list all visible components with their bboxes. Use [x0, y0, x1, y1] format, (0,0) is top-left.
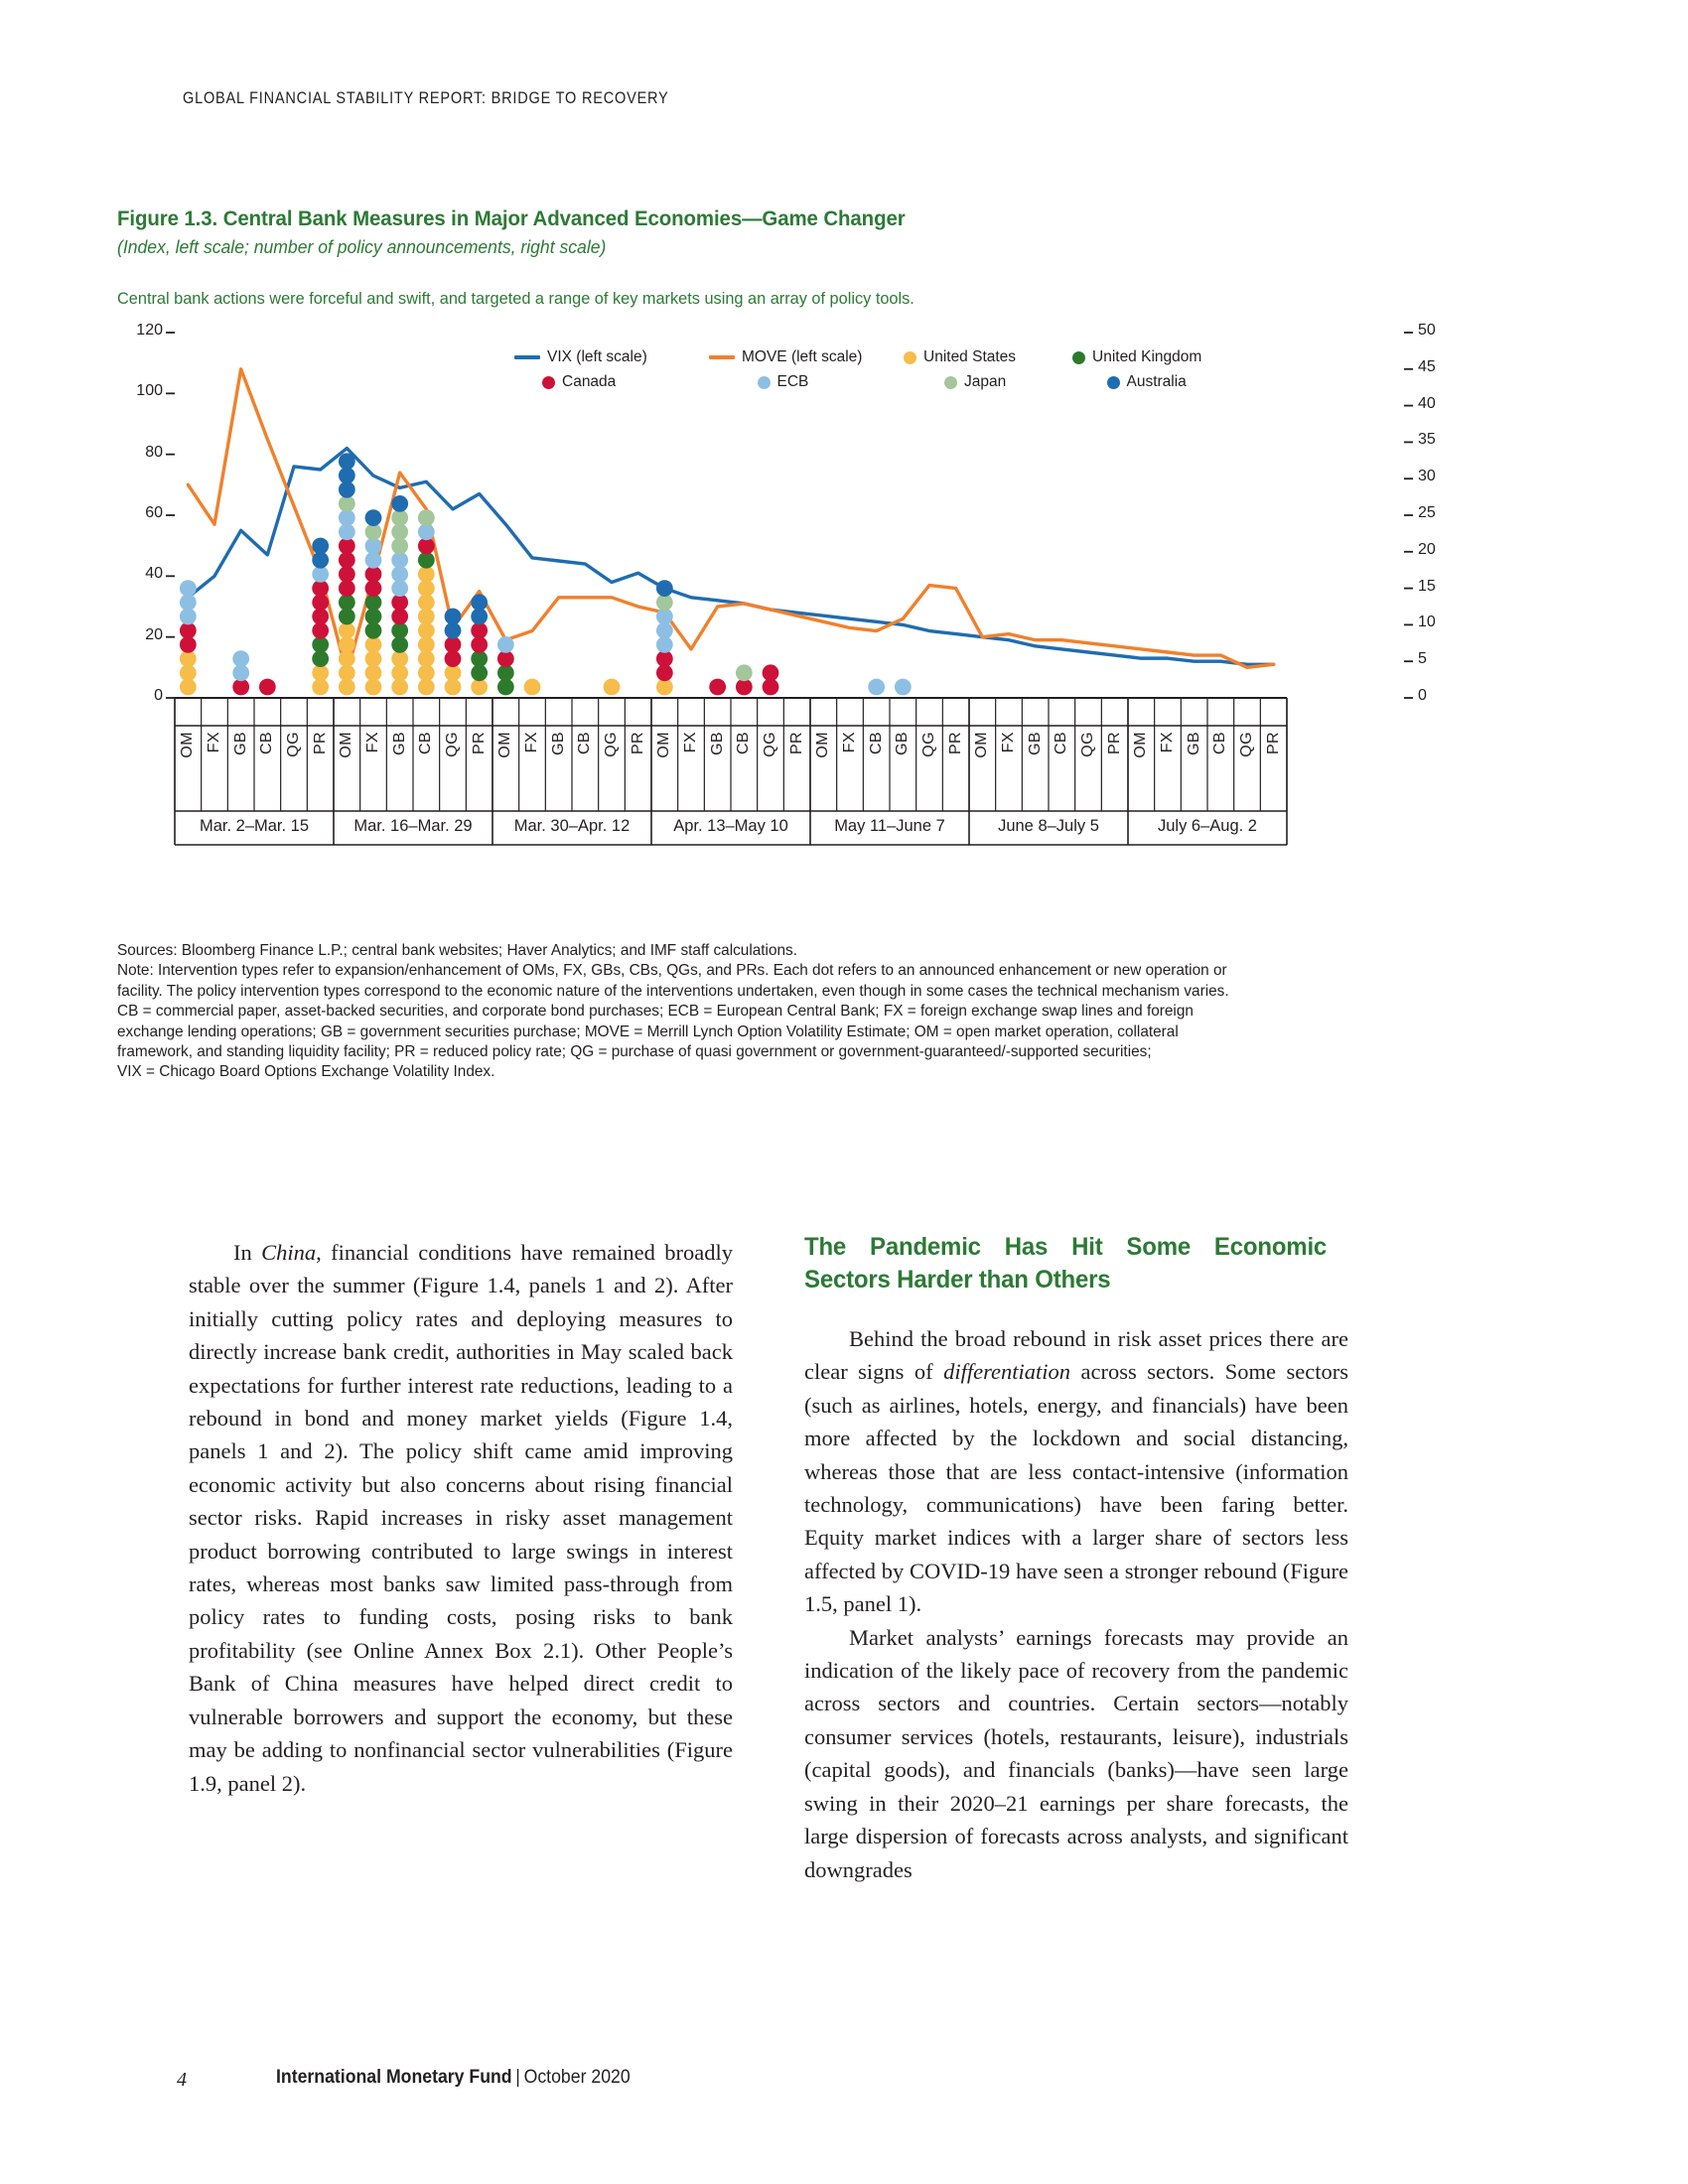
x-axis-category-label: OM	[179, 732, 197, 758]
body-column-left	[189, 1236, 733, 1800]
paragraph-differentiation	[804, 1322, 1348, 1621]
legend-label: United Kingdom	[1092, 348, 1202, 365]
china-post: , financial conditions have remained broadly stable over the summer (Figure 1.4, panels 1 and 2). After initially cutting policy rates and deploying measures to directly increase bank credit, authorities in May scaled back expectations for further interest rate reductions, leading to a rebound in bond and money market yields (Figure 1.4, panels 1 and 2). The policy shift came amid improving economic activity but also concerns about rising financial sector risks. Rapid increases in risky asset management product borrowing contributed to large swings in interest rates, whereas most banks saw limited pass-through from policy rates to funding costs, posing risks to bank profitability (see Online Annex Box 2.1). Other People’s Bank of China measures have helped direct credit to vulnerable borrowers and support the economy, but these may be adding to nonfinancial sector vulnerabilities (Figure 1.9, panel 2).	[189, 1240, 733, 1796]
diff-emphasis: differentiation	[943, 1359, 1071, 1385]
y-axis-left-tick-label: 0	[154, 687, 163, 704]
y-axis-right-tick-label: 25	[1418, 504, 1436, 521]
x-axis-category-label: CB	[576, 732, 594, 755]
notes-line-2: facility. The policy intervention types correspond to the economic nature of the interventions undertaken, even though in some cases the technical mechanism varies.	[117, 982, 1229, 1000]
x-axis-category-label: QG	[1079, 732, 1096, 757]
move-line-swatch	[709, 355, 735, 359]
running-head: GLOBAL FINANCIAL STABILITY REPORT: BRIDGE TO RECOVERY	[183, 89, 669, 107]
x-axis-category-label: GB	[894, 732, 912, 755]
paragraph-earnings-forecasts: Market analysts’ earnings forecasts may provide an indication of the likely pace of recovery from the pandemic across sectors and countries. Certain sectors—notably consumer services (hotels, restaurants, leisure), industrials (capital goods), and financials (banks)—have seen large swing in their 2020–21 earnings per share forecasts, the large dispersion of forecasts across analysts, and significant downgrades	[804, 1624, 1348, 1882]
chart-area	[117, 313, 1438, 869]
y-axis-right-tick-label: 0	[1418, 687, 1427, 704]
australia-dot-swatch	[1107, 376, 1120, 389]
legend-item-united-kingdom	[1072, 348, 1241, 366]
x-axis-category-label: CB	[867, 732, 885, 755]
x-axis-category-label: FX	[206, 732, 222, 753]
x-axis-category-label: PR	[1105, 732, 1123, 755]
y-axis-right-tick-label: 10	[1418, 614, 1436, 631]
united-states-dot-swatch	[904, 351, 916, 364]
x-axis-category-label: QG	[444, 732, 461, 757]
x-axis-category-label: CB	[417, 732, 435, 755]
x-axis-category-label: CB	[735, 732, 753, 755]
x-axis-category-label: GB	[390, 732, 408, 755]
japan-dot-swatch	[944, 376, 957, 389]
x-axis-category-label: PR	[787, 732, 805, 755]
x-axis-category-label: FX	[1159, 732, 1176, 753]
x-axis-group-label: May 11–June 7	[834, 817, 945, 835]
x-axis-category-label: FX	[364, 732, 381, 753]
legend-label: Japan	[964, 373, 1007, 390]
legend-item-australia	[1107, 373, 1270, 391]
figure-subtitle: (Index, left scale; number of policy announcements, right scale)	[117, 236, 607, 257]
legend-item-vix	[514, 348, 709, 366]
x-axis-category-label: PR	[311, 732, 329, 755]
legend-row-1	[514, 348, 1269, 366]
y-axis-right-tick-label: 30	[1418, 468, 1436, 485]
x-axis-category-label: OM	[1132, 732, 1150, 758]
notes-sources: Sources: Bloomberg Finance L.P.; central bank websites; Haver Analytics; and IMF staff calculations.	[117, 942, 797, 959]
legend-row-2	[514, 373, 1269, 391]
notes-line-3: CB = commercial paper, asset-backed securities, and corporate bond purchases; ECB = European Central Bank; FX = foreign exchange swap lines and foreign	[117, 1003, 1194, 1021]
legend-label: ECB	[776, 373, 809, 390]
chart-legend	[514, 348, 1269, 398]
legend-item-move	[709, 348, 904, 366]
y-axis-right-tick-label: 50	[1418, 322, 1436, 339]
x-axis-category-label: GB	[231, 732, 249, 755]
y-axis-right-tick-label: 40	[1418, 394, 1436, 412]
x-axis-group-label: July 6–Aug. 2	[1158, 817, 1257, 835]
y-axis-left-tick-label: 100	[136, 382, 163, 400]
y-axis-right-tick-label: 5	[1418, 650, 1427, 668]
x-axis-category-label: OM	[496, 732, 514, 758]
x-axis-category-label: QG	[920, 732, 937, 757]
x-axis-category-label: QG	[285, 732, 302, 757]
legend-label: Canada	[562, 373, 617, 390]
x-axis-category-label: CB	[258, 732, 276, 755]
x-axis-group-label: Mar. 16–Mar. 29	[353, 817, 473, 835]
x-axis-group-label: Mar. 30–Apr. 12	[513, 817, 631, 835]
legend-label: MOVE (left scale)	[742, 348, 863, 365]
figure-lead-text: Central bank actions were forceful and swift, and targeted a range of key markets using an array of policy tools.	[117, 289, 914, 308]
page-number: 4	[177, 2069, 187, 2091]
y-axis-right-tick-label: 35	[1418, 431, 1436, 449]
legend-item-canada	[514, 373, 730, 391]
section-heading-pandemic: The Pandemic Has Hit Some Economic Sectors Harder than Others	[804, 1233, 1328, 1294]
notes-line-6: VIX = Chicago Board Options Exchange Volatility Index.	[117, 1063, 495, 1081]
notes-line-4: exchange lending operations; GB = government securities purchase; MOVE = Merrill Lynch Option Volatility Estimate; OM = open market operation, collateral	[117, 1023, 1179, 1040]
footer-issue: October 2020	[523, 2067, 631, 2088]
x-axis-category-label: QG	[603, 732, 620, 757]
y-axis-right-tick-label: 45	[1418, 357, 1436, 375]
x-axis-category-label: OM	[973, 732, 991, 758]
x-axis-category-label: FX	[1000, 732, 1017, 753]
x-axis-category-label: OM	[338, 732, 355, 758]
footer-imprint	[276, 2067, 631, 2089]
notes-line-5: framework, and standing liquidity facility; PR = reduced policy rate; QG = purchase of quasi government or government-guaranteed/-supported securities;	[117, 1043, 1152, 1061]
footer-institution: International Monetary Fund	[276, 2067, 512, 2088]
x-axis-category-label: OM	[655, 732, 673, 758]
x-axis-category-label: CB	[1053, 732, 1070, 755]
x-axis-category-label: FX	[841, 732, 858, 753]
x-axis-category-label: GB	[1026, 732, 1044, 755]
x-axis-category-label: PR	[1264, 732, 1282, 755]
x-axis-category-label: OM	[814, 732, 832, 758]
x-axis-category-label: QG	[762, 732, 778, 757]
ecb-dot-swatch	[758, 376, 771, 389]
canada-dot-swatch	[542, 376, 555, 389]
y-axis-left-tick-label: 80	[145, 443, 163, 461]
legend-item-ecb	[730, 373, 945, 391]
y-axis-left-tick-label: 40	[145, 565, 163, 583]
y-axis-left-tick-label: 20	[145, 625, 163, 643]
legend-label: United States	[923, 348, 1017, 365]
legend-label: VIX (left scale)	[547, 348, 647, 365]
x-axis-category-label: QG	[1238, 732, 1255, 757]
footer-separator: |	[515, 2067, 520, 2088]
body-column-right	[804, 1231, 1348, 1886]
x-axis-category-label: CB	[1211, 732, 1229, 755]
figure-notes	[117, 941, 1418, 1083]
x-axis-category-label: GB	[1185, 732, 1202, 755]
x-axis-category-label: GB	[549, 732, 567, 755]
x-axis-group-label: Apr. 13–May 10	[673, 817, 788, 835]
x-axis-group-label: Mar. 2–Mar. 15	[199, 817, 310, 835]
vix-line-swatch	[514, 355, 540, 359]
diff-post: across sectors. Some sectors (such as airlines, hotels, energy, and financials) have been more affected by the lockdown and social distancing, whereas those that are less contact-intensive (information technology, communications) have been faring better. Equity market indices with a larger share of sectors less affected by COVID-19 have seen a stronger rebound (Figure 1.5, panel 1).	[804, 1359, 1348, 1617]
paragraph-china	[189, 1236, 733, 1800]
x-axis-category-label: PR	[946, 732, 964, 755]
united-kingdom-dot-swatch	[1072, 351, 1085, 364]
notes-line-1: Note: Intervention types refer to expansion/enhancement of OMs, FX, GBs, CBs, QGs, and PRs. Each dot refers to an announced enhancement or new operation or	[117, 962, 1227, 980]
china-pre: In	[233, 1240, 262, 1265]
x-axis-group-label: June 8–July 5	[998, 817, 1099, 835]
figure-1-3	[117, 206, 1438, 869]
x-axis-category-label: PR	[629, 732, 646, 755]
y-axis-left-tick-label: 60	[145, 504, 163, 521]
legend-item-united-states	[904, 348, 1072, 366]
x-axis-category-label: PR	[470, 732, 488, 755]
figure-title: Figure 1.3. Central Bank Measures in Major Advanced Economies—Game Changer	[117, 206, 906, 230]
y-axis-left-tick-label: 120	[136, 322, 163, 339]
x-axis-category-label: FX	[523, 732, 540, 753]
china-emphasis: China	[261, 1240, 317, 1265]
y-axis-right-tick-label: 20	[1418, 540, 1436, 558]
x-axis-category-label: GB	[708, 732, 726, 755]
legend-label: Australia	[1126, 373, 1187, 390]
y-axis-right-tick-label: 15	[1418, 577, 1436, 595]
legend-item-japan	[944, 373, 1107, 391]
diff-pre: Behind the broad rebound in risk asset prices there are clear signs of	[804, 1326, 1348, 1385]
x-axis-category-label: FX	[682, 732, 699, 753]
